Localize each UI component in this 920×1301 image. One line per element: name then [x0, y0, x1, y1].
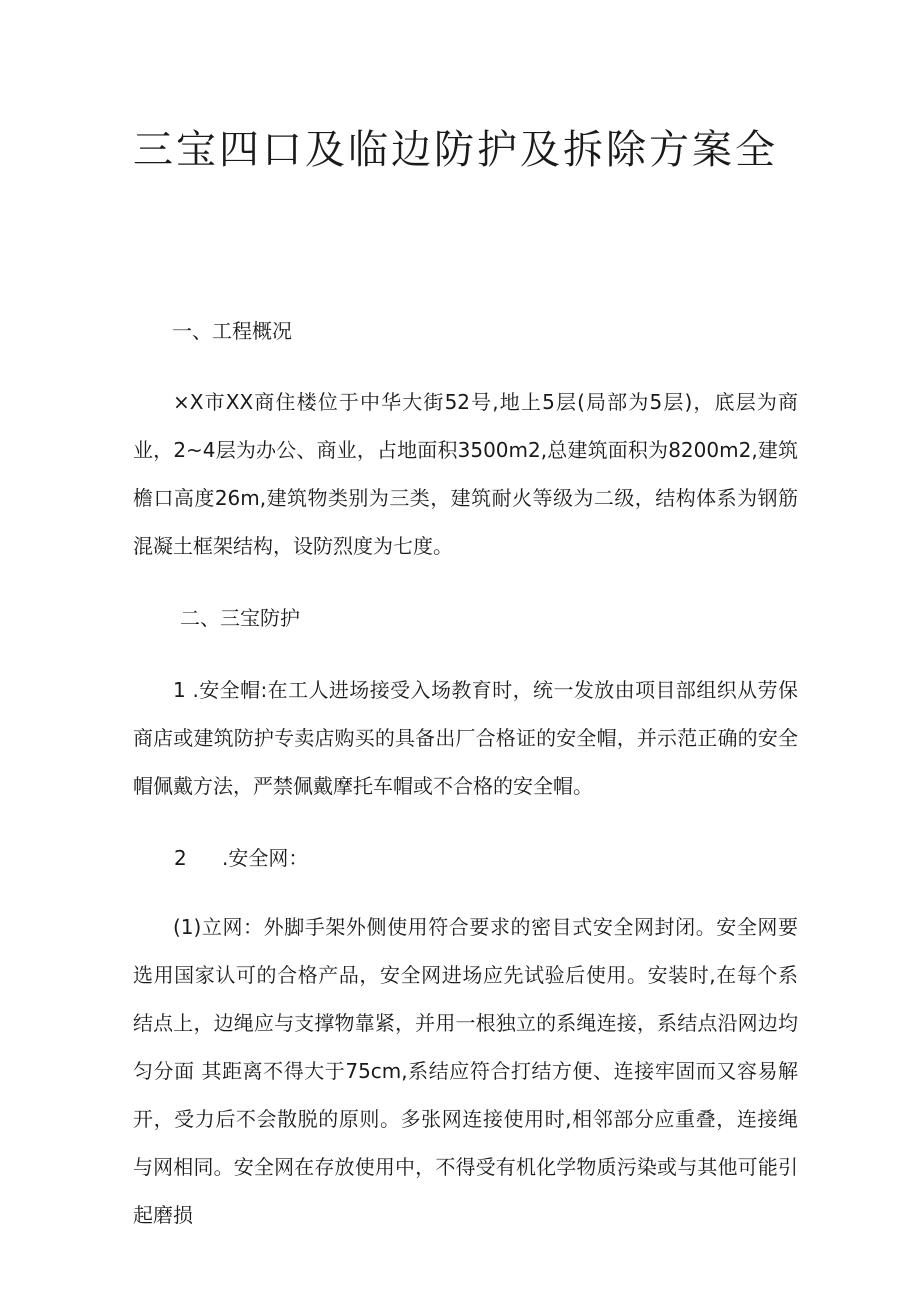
vertical-net-paragraph	[133, 903, 798, 1239]
project-overview-text: ×X市XX商住楼位于中华大街52号,地上5层(局部为5层)，底层为商业，2~4层为办公、商业，占地面积3500m2,总建筑面积为8200m2,建筑檐口高度26m,建筑物类别为三类，建筑耐火等级为二级，结构体系为钢筋混凝土框架结构，设防烈度为七度。	[133, 390, 798, 558]
section-heading-project-overview: 一、工程概况	[172, 319, 292, 343]
safety-net-number: 2	[174, 846, 187, 870]
section-heading-three-treasures: 二、三宝防护	[180, 606, 300, 630]
project-overview-paragraph	[133, 378, 798, 570]
vertical-net-text: (1)立网：外脚手架外侧使用符合要求的密目式安全网封闭。安全网要选用国家认可的合格产品，安全网进场应先试验后使用。安装时,在每个系结点上，边绳应与支撑物靠紧，并用一根独立的系绳连接，系结点沿网边均匀分面 其距离不得大于75cm,系结应符合打结方便、连接牢固而又容易解开，受力后不会散脱的原则。多张网连接使用时,相邻部分应重叠，连接绳与网相同。安全网在存放使用中，不得受有机化学物质污染或与其他可能引起磨损	[133, 915, 798, 1227]
safety-helmet-paragraph	[133, 666, 798, 810]
safety-net-item	[174, 843, 308, 873]
safety-net-label: .安全网：	[222, 846, 309, 870]
document-title: 三宝四口及临边防护及拆除方案全	[133, 127, 778, 173]
safety-helmet-text: 1 .安全帽:在工人进场接受入场教育时，统一发放由项目部组织从劳保商店或建筑防护专卖店购买的具备出厂合格证的安全帽，并示范正确的安全帽佩戴方法，严禁佩戴摩托车帽或不合格的安全帽。	[133, 678, 798, 798]
